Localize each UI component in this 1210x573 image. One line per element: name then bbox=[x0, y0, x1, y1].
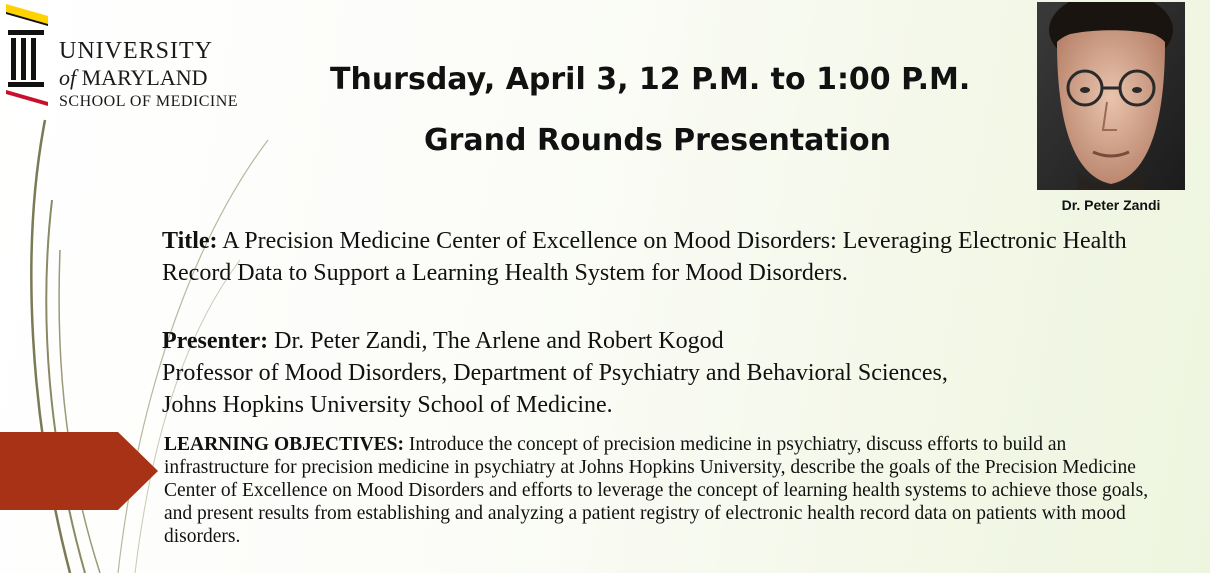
logo-university-text: UNIVERSITY bbox=[59, 38, 213, 64]
event-heading: Grand Rounds Presentation bbox=[424, 123, 892, 158]
talk-title bbox=[162, 225, 1192, 289]
speaker-photo bbox=[1037, 2, 1185, 190]
presenter-line-1: Presenter: Dr. Peter Zandi, The Arlene and Robert Kogod bbox=[162, 328, 724, 354]
logo-maryland-text: of MARYLAND bbox=[59, 65, 208, 90]
university-logo bbox=[4, 2, 254, 110]
objectives-label: LEARNING OBJECTIVES: bbox=[164, 434, 405, 455]
presenter-line-3: Johns Hopkins University School of Medicine. bbox=[162, 392, 613, 418]
decorative-arrow-icon bbox=[0, 432, 158, 510]
presenter-label: Presenter: bbox=[162, 328, 269, 354]
title-text: A Precision Medicine Center of Excellence on Mood Disorders: Leveraging Electronic Health Record Data to Support a Learning Health System for Mood Disorders. bbox=[162, 228, 1127, 286]
objectives-text: Introduce the concept of precision medicine in psychiatry, discuss efforts to build an infrastructure for precision medicine in psychiatry at Johns Hopkins University, describe the goals of the Precision Medicine Center of Excellence on Mood Disorders and efforts to leverage the concept of learning health systems to achieve those goals, and present results from establishing and analyzing a patient registry of electronic health record data on patients with mood disorders. bbox=[164, 434, 1149, 547]
title-label: Title: bbox=[162, 228, 218, 254]
talk-presenter bbox=[162, 325, 1162, 421]
speaker-photo-caption: Dr. Peter Zandi bbox=[1061, 197, 1161, 213]
learning-objectives bbox=[164, 433, 1174, 548]
umaryland-column-logo-icon bbox=[4, 2, 54, 106]
event-datetime: Thursday, April 3, 12 P.M. to 1:00 P.M. bbox=[330, 62, 971, 97]
logo-school-text: SCHOOL OF MEDICINE bbox=[59, 93, 239, 110]
speaker-portrait-icon bbox=[1037, 2, 1185, 190]
presenter-line-2: Professor of Mood Disorders, Department of Psychiatry and Behavioral Sciences, bbox=[162, 360, 948, 386]
